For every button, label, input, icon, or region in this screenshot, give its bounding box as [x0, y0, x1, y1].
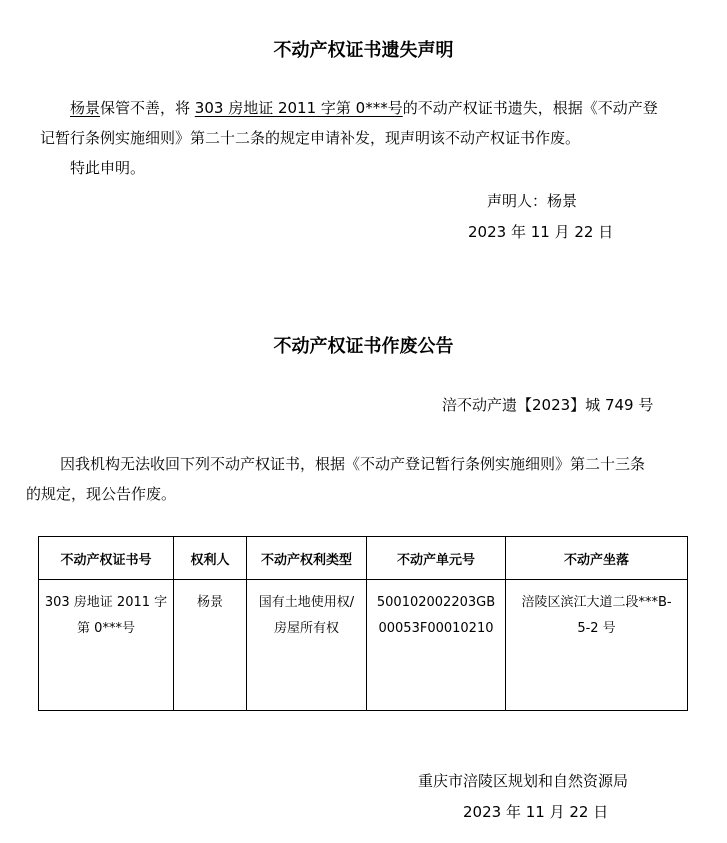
- special-note: 特此申明。: [70, 159, 146, 177]
- table-header-row: [39, 537, 688, 580]
- certificate-number: 303 房地证 2011 字第 0***号: [194, 99, 403, 117]
- unit-number-line1: 500102002203GB: [376, 595, 496, 610]
- right-type-line1: 国有土地使用权/: [258, 595, 355, 610]
- cert-number-line2: 第 0***号: [77, 621, 135, 636]
- location-line2: 5-2 号: [577, 621, 616, 636]
- doc-number: 涪不动产遗【2023】城 749 号: [442, 396, 654, 414]
- cancel-notice-title: 不动产权证书作废公告: [273, 336, 454, 357]
- loss-statement-body-line2: 记暂行条例实施细则》第二十二条的规定申请补发，现声明该不动产权证书作废。: [40, 129, 581, 147]
- cell-holder: [174, 580, 247, 711]
- owner-name: 杨景: [70, 99, 101, 117]
- location-line1: 涪陵区滨江大道二段***B-: [521, 595, 672, 610]
- loss-statement-title: 不动产权证书遗失声明: [273, 40, 454, 61]
- unit-number-line2: 00053F00010210: [378, 621, 494, 636]
- body-text-segment: 的不动产权证书遗失，根据《不动产登: [402, 99, 658, 117]
- cell-location: [506, 580, 688, 711]
- loss-statement-date: 2023 年 11 月 22 日: [468, 223, 614, 241]
- issuer: 重庆市涪陵区规划和自然资源局: [418, 772, 629, 790]
- right-type-line2: 房屋所有权: [273, 621, 339, 636]
- cell-right-type: [247, 580, 367, 711]
- cancel-notice-body-line2: 的规定，现公告作废。: [26, 485, 177, 503]
- cert-number-line1: 303 房地证 2011 字: [44, 595, 168, 610]
- certificate-table: [38, 536, 688, 711]
- header-right-type: 不动产权利类型: [247, 537, 367, 580]
- cancel-notice-date: 2023 年 11 月 22 日: [463, 803, 609, 821]
- header-cert-number: 不动产权证书号: [39, 537, 174, 580]
- header-location: 不动产坐落: [506, 537, 688, 580]
- header-unit-number: 不动产单元号: [367, 537, 506, 580]
- cancel-notice-body-line1: 因我机构无法收回下列不动产权证书，根据《不动产登记暂行条例实施细则》第二十三条: [60, 455, 646, 473]
- header-holder: 权利人: [174, 537, 247, 580]
- declarant: 声明人：杨景: [487, 192, 578, 210]
- cell-unit-number: [367, 580, 506, 711]
- cell-cert-number: [39, 580, 174, 711]
- body-text-segment: 保管不善，将: [100, 99, 195, 117]
- table-row: [39, 580, 688, 711]
- loss-statement-body-line1: [70, 93, 658, 123]
- holder-name: 杨景: [196, 595, 223, 610]
